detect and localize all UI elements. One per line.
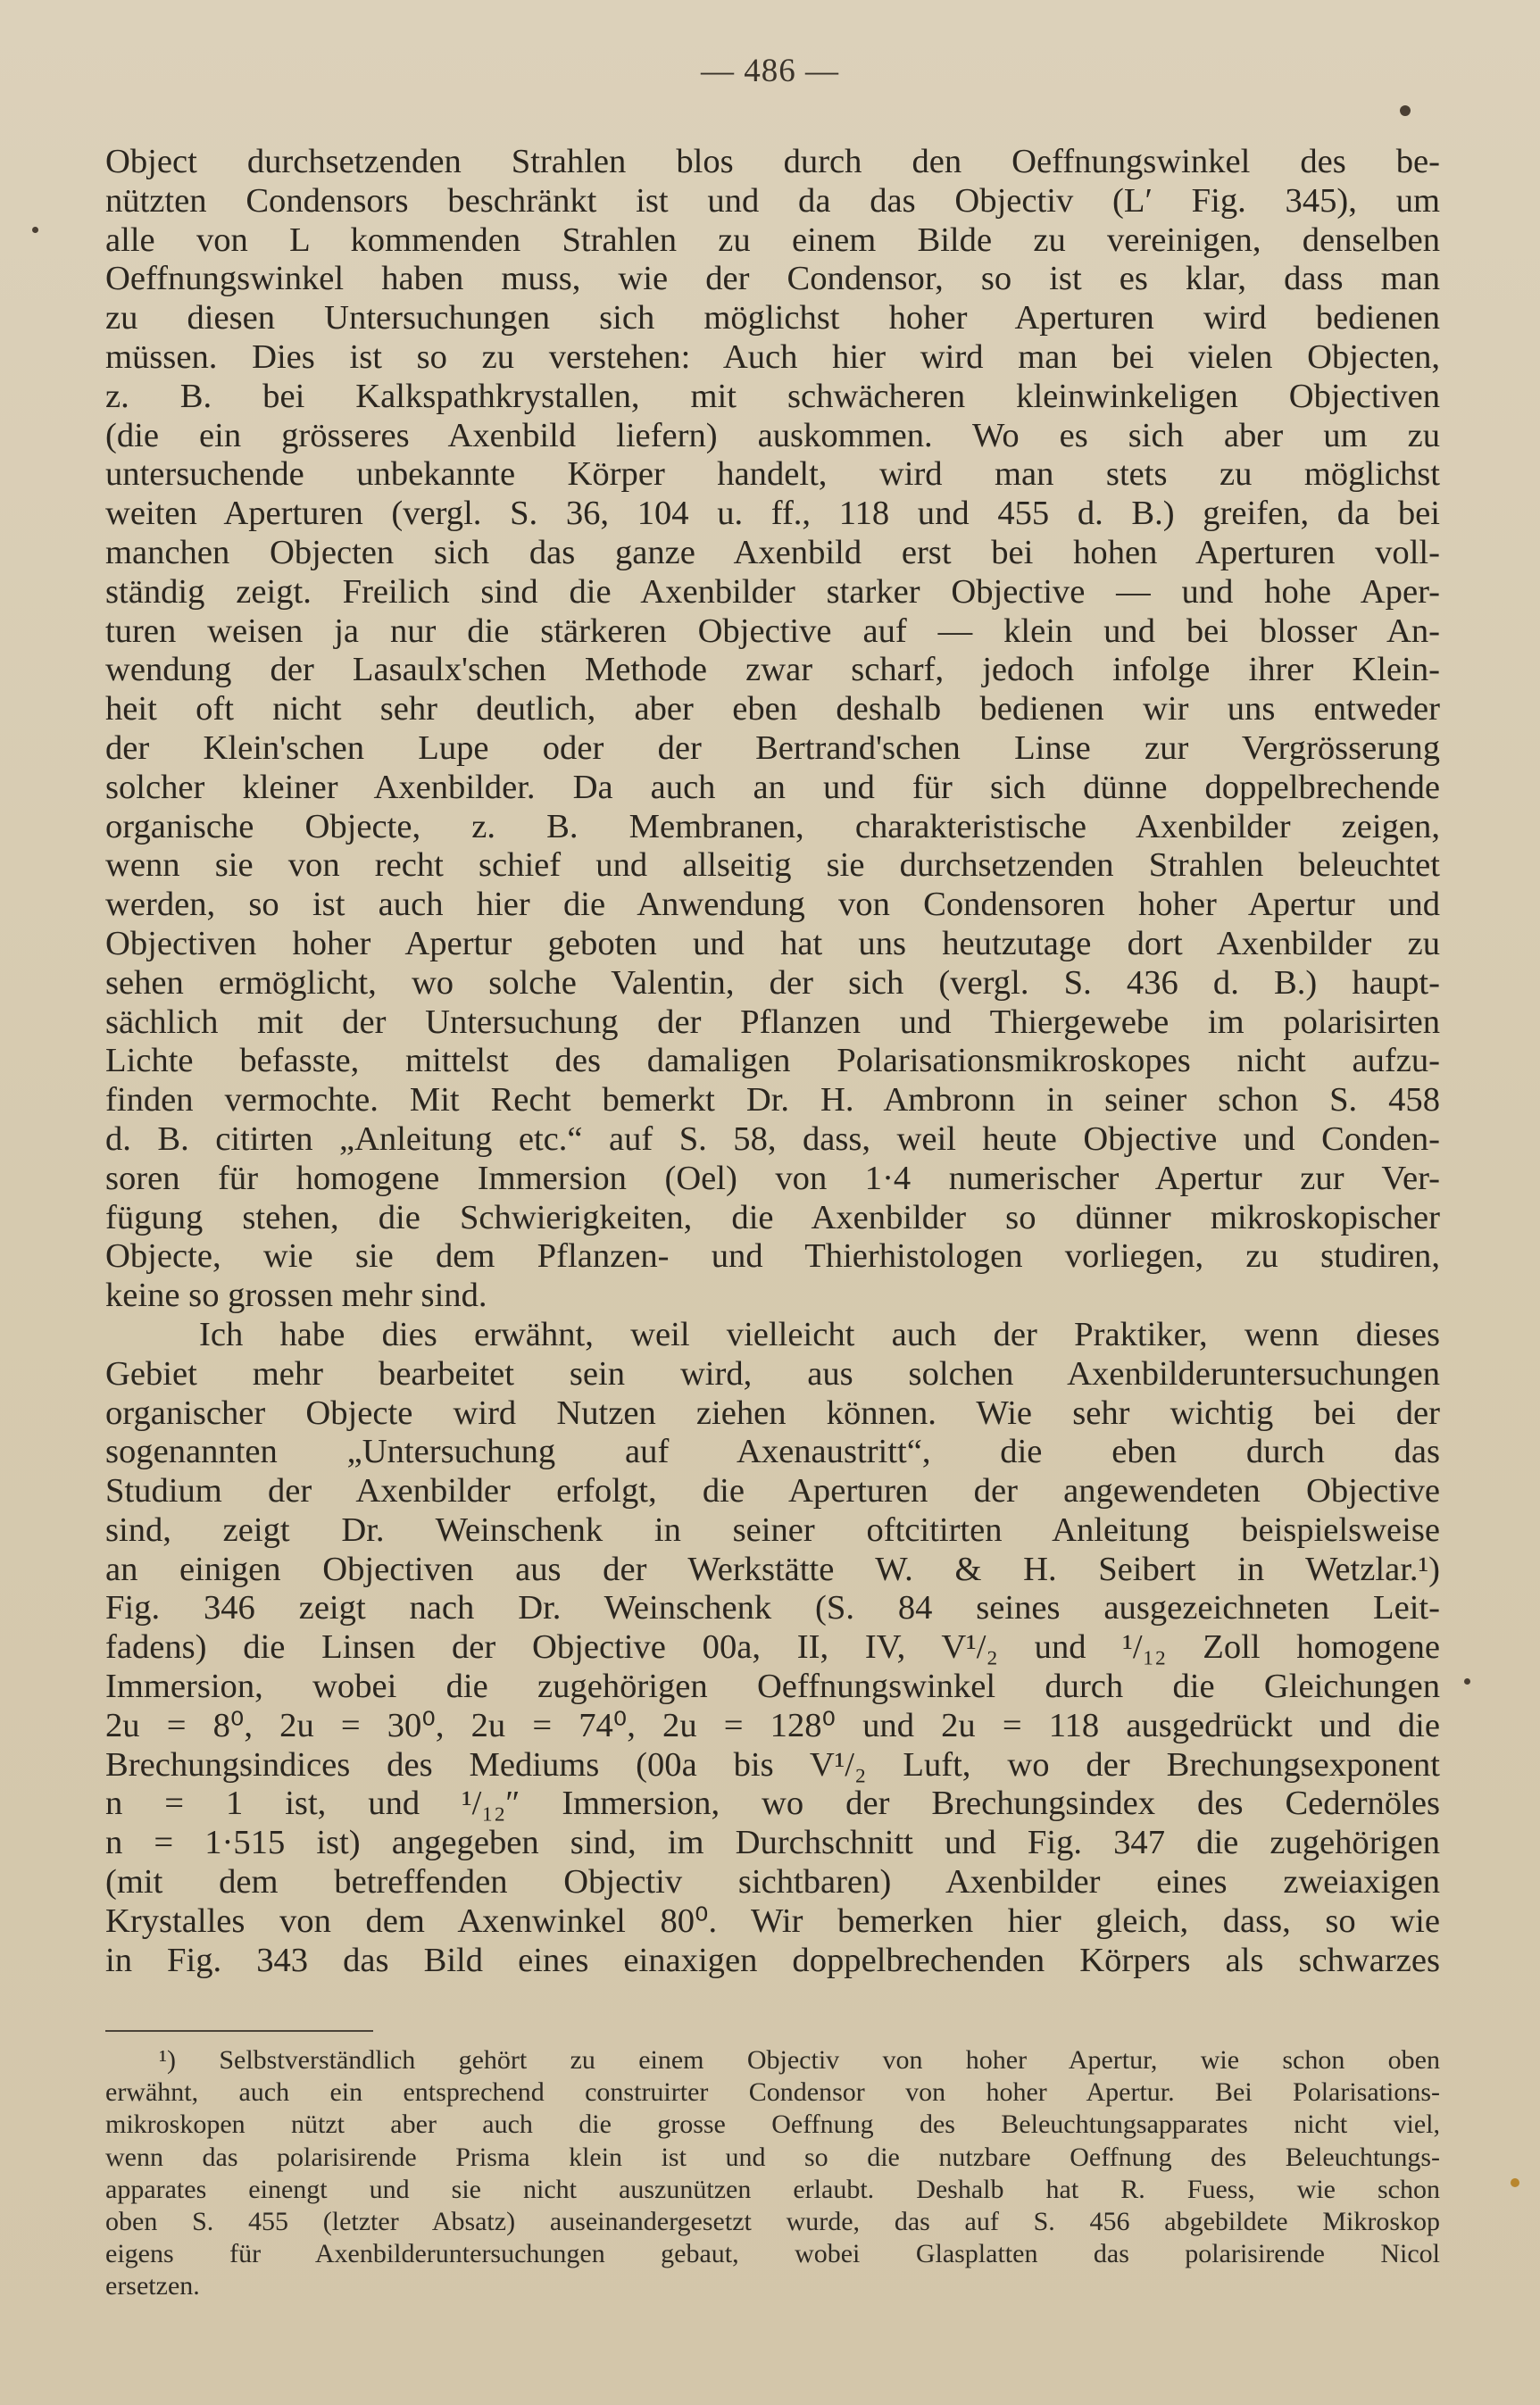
footnote-line: apparates einengt und sie nicht auszunützen erlaubt. Deshalb hat R. Fuess, wie schon xyxy=(105,2174,1440,2204)
footnote-line: oben S. 455 (letzter Absatz) auseinandergesetzt wurde, das auf S. 456 abgebildete Mikroskop xyxy=(105,2206,1440,2236)
footnote-line: eigens für Axenbilderuntersuchungen gebaut, wobei Glasplatten das polarisirende Nicol xyxy=(105,2239,1440,2269)
text-line: (mit dem betreffenden Objectiv sichtbaren) Axenbilder eines zweiaxigen xyxy=(105,1863,1440,1902)
text-line: Objectiven hoher Apertur geboten und hat uns heutzutage dort Axenbilder zu xyxy=(105,924,1440,962)
text-line: organischer Objecte wird Nutzen ziehen können. Wie sehr wichtig bei der xyxy=(105,1394,1440,1432)
text-line: sind, zeigt Dr. Weinschenk in seiner oftcitirten Anleitung beispielsweise xyxy=(105,1510,1440,1549)
text-line: ständig zeigt. Freilich sind die Axenbilder starker Objective — und hohe Aper- xyxy=(105,572,1440,611)
text-line: sächlich mit der Untersuchung der Pflanzen und Thiergewebe im polarisirten xyxy=(105,1003,1440,1041)
text-line: Objecte, wie sie dem Pflanzen- und Thierhistologen vorliegen, zu studiren, xyxy=(105,1237,1440,1276)
text-line: keine so grossen mehr sind. xyxy=(105,1277,487,1315)
text-line: wenn sie von recht schief und allseitig sie durchsetzenden Strahlen beleuchtet xyxy=(105,846,1440,885)
text-line: 2u = 8⁰, 2u = 30⁰, 2u = 74⁰, 2u = 128⁰ und 2u = 118 ausgedrückt und die xyxy=(105,1706,1440,1744)
text-line: Lichte befasste, mittelst des damaligen Polarisationsmikroskopes nicht aufzu- xyxy=(105,1042,1440,1080)
text-line: Fig. 346 zeigt nach Dr. Weinschenk (S. 84 seines ausgezeichneten Leit- xyxy=(105,1589,1440,1627)
text-line: n = 1 ist, und ¹/₁₂″ Immersion, wo der Brechungsindex des Cedernöles xyxy=(105,1785,1440,1823)
text-line: sehen ermöglicht, wo solche Valentin, der sich (vergl. S. 436 d. B.) haupt- xyxy=(105,963,1440,1002)
footnote-line: erwähnt, auch ein entsprechend construirter Condensor von hoher Apertur. Bei Polarisations- xyxy=(105,2077,1440,2108)
text-line: weiten Aperturen (vergl. S. 36, 104 u. ff., 118 und 455 d. B.) greifen, da bei xyxy=(105,495,1440,533)
text-line: wendung der Lasaulx'schen Methode zwar scharf, jedoch infolge ihrer Klein- xyxy=(105,651,1440,689)
text-line: Krystalles von dem Axenwinkel 80⁰. Wir bemerken hier gleich, dass, so wie xyxy=(105,1902,1440,1940)
text-line: manchen Objecten sich das ganze Axenbild erst bei hohen Aperturen voll- xyxy=(105,533,1440,571)
text-line: in Fig. 343 das Bild eines einaxigen doppelbrechenden Körpers als schwarzes xyxy=(105,1941,1440,1979)
text-line: d. B. citirten „Anleitung etc.“ auf S. 58, dass, weil heute Objective und Conden- xyxy=(105,1119,1440,1158)
text-line: finden vermochte. Mit Recht bemerkt Dr. H. Ambronn in seiner schon S. 458 xyxy=(105,1081,1440,1119)
text-line: organische Objecte, z. B. Membranen, charakteristische Axenbilder zeigen, xyxy=(105,807,1440,845)
text-line: nützten Condensors beschränkt ist und da das Objectiv (L′ Fig. 345), um xyxy=(105,181,1440,220)
footnote-rule xyxy=(105,2030,373,2032)
text-line: fügung stehen, die Schwierigkeiten, die Axenbilder so dünner mikroskopischer xyxy=(105,1198,1440,1236)
text-line: Oeffnungswinkel haben muss, wie der Condensor, so ist es klar, dass man xyxy=(105,260,1440,298)
footnote-line: ersetzen. xyxy=(105,2271,200,2301)
text-line: Studium der Axenbilder erfolgt, die Aperturen der angewendeten Objective xyxy=(105,1472,1440,1510)
text-line: sogenannten „Untersuchung auf Axenaustritt“, die eben durch das xyxy=(105,1433,1440,1471)
text-line: solcher kleiner Axenbilder. Da auch an und für sich dünne doppelbrechende xyxy=(105,768,1440,806)
text-line: müssen. Dies ist so zu verstehen: Auch hier wird man bei vielen Objecten, xyxy=(105,337,1440,376)
text-line: untersuchende unbekannte Körper handelt, wird man stets zu möglichst xyxy=(105,455,1440,494)
text-line: z. B. bei Kalkspathkrystallen, mit schwächeren kleinwinkeligen Objectiven xyxy=(105,377,1440,415)
footnote xyxy=(105,2044,1440,2303)
text-line: fadens) die Linsen der Objective 00a, II, IV, V¹/₂ und ¹/₁₂ Zoll homogene xyxy=(105,1628,1440,1667)
ink-speck xyxy=(1400,105,1411,116)
text-line: zu diesen Untersuchungen sich möglichst hoher Aperturen wird bedienen xyxy=(105,299,1440,337)
text-line: (die ein grösseres Axenbild liefern) auskommen. Wo es sich aber um zu xyxy=(105,416,1440,454)
text-line: werden, so ist auch hier die Anwendung von Condensoren hoher Apertur und xyxy=(105,886,1440,924)
text-line: Object durchsetzenden Strahlen blos durch den Oeffnungswinkel des be- xyxy=(105,143,1440,180)
text-line: turen weisen ja nur die stärkeren Objective auf — klein und bei blosser An- xyxy=(105,612,1440,650)
text-line: heit oft nicht sehr deutlich, aber eben deshalb bedienen wir uns entweder xyxy=(105,690,1440,728)
text-line: soren für homogene Immersion (Oel) von 1·4 numerischer Apertur zur Ver- xyxy=(105,1159,1440,1197)
page-number: — 486 — xyxy=(701,53,839,89)
footnote-line: wenn das polarisirende Prisma klein ist und so die nutzbare Oeffnung des Beleuchtungs- xyxy=(105,2142,1440,2172)
ink-speck xyxy=(32,227,38,233)
ink-speck xyxy=(1511,2178,1519,2187)
text-line: alle von L kommenden Strahlen zu einem Bilde zu vereinigen, denselben xyxy=(105,221,1440,259)
text-line: Immersion, wobei die zugehörigen Oeffnungswinkel durch die Gleichungen xyxy=(105,1668,1440,1706)
text-line: Ich habe dies erwähnt, weil vielleicht auch der Praktiker, wenn dieses xyxy=(199,1315,1440,1353)
text-line: an einigen Objectiven aus der Werkstätte W. & H. Seibert in Wetzlar.¹) xyxy=(105,1550,1440,1588)
footnote-line: ¹) Selbstverständlich gehört zu einem Objectiv von hoher Apertur, wie schon oben xyxy=(159,2045,1440,2075)
text-line: der Klein'schen Lupe oder der Bertrand'schen Linse zur Vergrösserung xyxy=(105,728,1440,767)
text-line: Brechungsindices des Mediums (00a bis V¹/₂ Luft, wo der Brechungsexponent xyxy=(105,1745,1440,1784)
ink-speck xyxy=(1464,1678,1470,1685)
text-line: n = 1·515 ist) angegeben sind, im Durchschnitt und Fig. 347 die zugehörigen xyxy=(105,1824,1440,1862)
footnote-line: mikroskopen nützt aber auch die grosse Oeffnung des Beleuchtungsapparates nicht viel, xyxy=(105,2110,1440,2140)
main-text xyxy=(105,143,1440,1980)
text-line: Gebiet mehr bearbeitet sein wird, aus solchen Axenbilderuntersuchungen xyxy=(105,1354,1440,1393)
